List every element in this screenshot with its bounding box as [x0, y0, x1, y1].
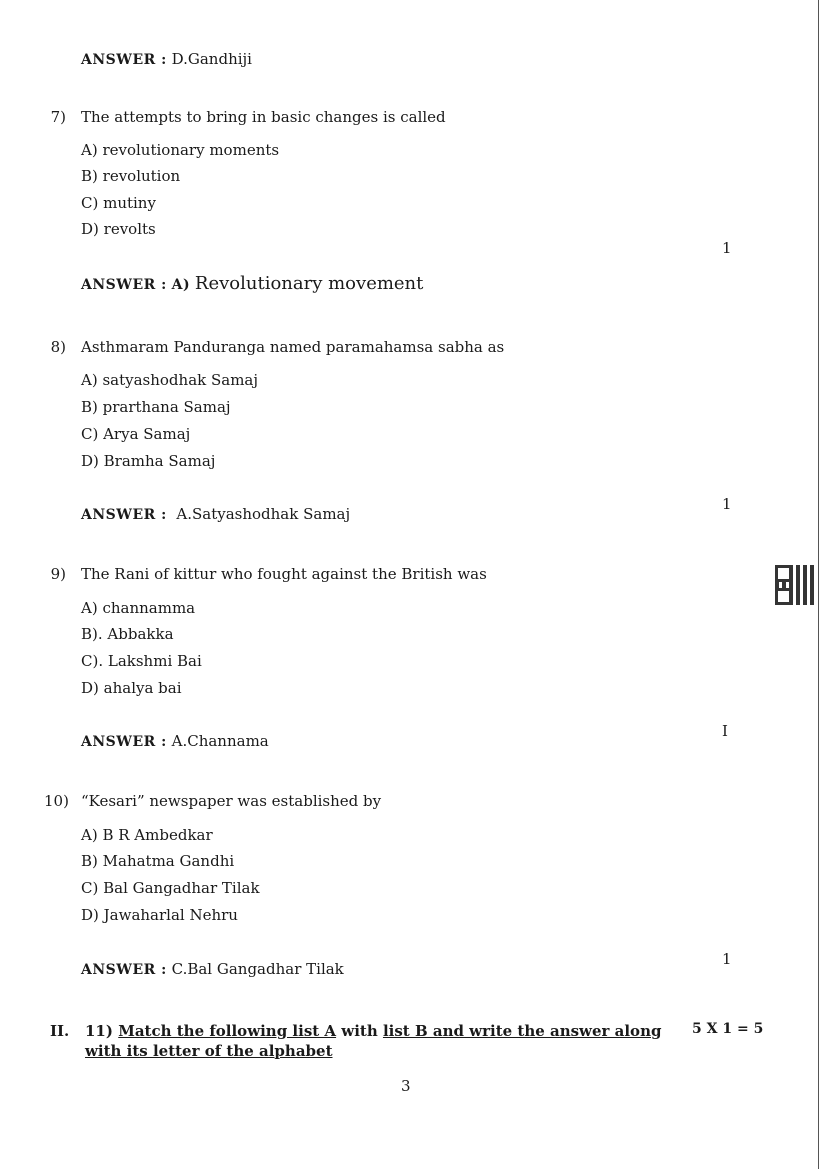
- answer-q6: ANSWER : D.Gandhiji: [81, 50, 252, 68]
- section-heading-line2: with its letter of the alphabet: [85, 1042, 333, 1060]
- page-number: 3: [401, 1077, 411, 1095]
- option: C) mutiny: [81, 194, 156, 212]
- marks: 1: [722, 950, 732, 968]
- section-heading-line1: 11) Match the following list A with list B and write the answer along: [85, 1022, 662, 1040]
- option: B) Mahatma Gandhi: [81, 852, 235, 870]
- question-number: 7): [50, 108, 66, 126]
- question-text: “Kesari” newspaper was established by: [81, 792, 382, 810]
- question-text: The attempts to bring in basic changes is called: [81, 108, 446, 126]
- option: A) satyashodhak Samaj: [81, 371, 259, 389]
- marks: 1: [722, 495, 732, 513]
- section-roman: II.: [50, 1022, 70, 1040]
- question-text: Asthmaram Panduranga named paramahamsa sabha as: [81, 338, 505, 356]
- option: B) prarthana Samaj: [81, 398, 231, 416]
- question-number: 10): [44, 792, 69, 810]
- option: C) Bal Gangadhar Tilak: [81, 879, 260, 897]
- option: A) channamma: [81, 599, 196, 617]
- question-text: The Rani of kittur who fought against the British was: [81, 565, 487, 583]
- option: D) Jawaharlal Nehru: [81, 906, 238, 924]
- qr-code: [775, 565, 815, 605]
- marks: I: [722, 722, 728, 740]
- answer-q10: ANSWER : C.Bal Gangadhar Tilak: [81, 960, 344, 978]
- option: D) revolts: [81, 220, 156, 238]
- answer-q7: ANSWER : A) Revolutionary movement: [81, 273, 424, 294]
- option: C). Lakshmi Bai: [81, 652, 202, 670]
- option: A) B R Ambedkar: [81, 826, 213, 844]
- option: B) revolution: [81, 167, 181, 185]
- option: C) Arya Samaj: [81, 425, 191, 443]
- answer-q8: ANSWER : A.Satyashodhak Samaj: [81, 505, 351, 523]
- question-number: 9): [50, 565, 66, 583]
- question-number: 8): [50, 338, 66, 356]
- answer-q9: ANSWER : A.Channama: [81, 732, 269, 750]
- option: D) ahalya bai: [81, 679, 182, 697]
- option: B). Abbakka: [81, 625, 174, 643]
- scan-edge-line: [818, 0, 819, 1169]
- option: A) revolutionary moments: [81, 141, 280, 159]
- marks: 1: [722, 239, 732, 257]
- section-marks: 5 X 1 = 5: [692, 1021, 764, 1037]
- option: D) Bramha Samaj: [81, 452, 216, 470]
